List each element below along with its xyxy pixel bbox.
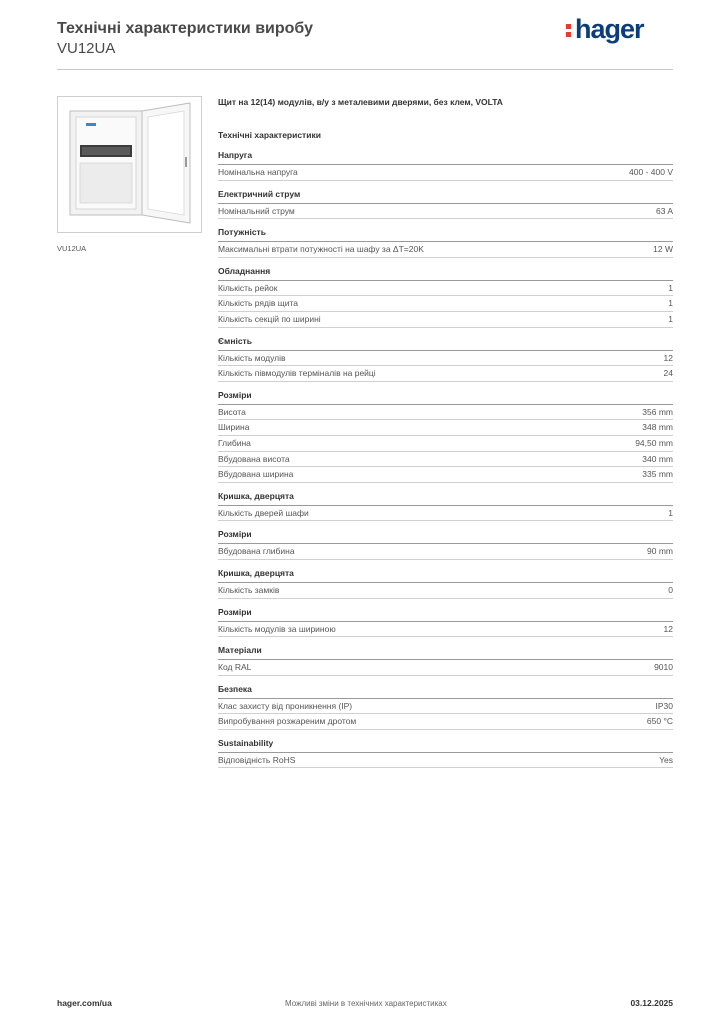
spec-row	[218, 405, 673, 421]
spec-value: 356 mm	[642, 406, 673, 417]
spec-value: 12	[663, 352, 673, 363]
header-divider	[57, 69, 673, 70]
spec-value: Yes	[659, 754, 673, 765]
spec-label: Випробування розжареним дротом	[218, 716, 357, 727]
spec-row	[218, 436, 673, 452]
spec-group	[218, 568, 673, 599]
logo-dots-icon	[566, 21, 572, 40]
hager-logo	[566, 14, 644, 45]
spec-value: 12 W	[653, 244, 673, 255]
spec-group	[218, 684, 673, 730]
spec-label: Кількість замків	[218, 584, 280, 595]
spec-group-title: Кришка, дверцята	[218, 568, 673, 583]
spec-group-title: Потужність	[218, 227, 673, 242]
spec-row	[218, 583, 673, 599]
spec-row	[218, 753, 673, 769]
spec-label: Номінальна напруга	[218, 167, 298, 177]
specs-section-title: Технічні характеристики	[218, 130, 321, 140]
distribution-board-illustration	[58, 97, 201, 232]
spec-row	[218, 467, 673, 483]
spec-value: 1	[668, 282, 673, 293]
spec-label: Кількість рядів щита	[218, 298, 298, 309]
spec-label: Ширина	[218, 422, 250, 433]
spec-value: 650 °C	[646, 716, 673, 727]
spec-group	[218, 390, 673, 483]
spec-group-title: Напруга	[218, 150, 673, 165]
spec-value: 12	[663, 623, 673, 634]
spec-row	[218, 544, 673, 560]
spec-label: Клас захисту від проникнення (IP)	[218, 700, 353, 711]
spec-value: 1	[668, 507, 673, 518]
logo-text: hager	[575, 14, 644, 44]
spec-label: Кількість півмодулів терміналів на рейці	[218, 368, 376, 379]
spec-group	[218, 607, 673, 638]
spec-group	[218, 491, 673, 522]
spec-group-title: Безпека	[218, 684, 673, 699]
spec-group-title: Розміри	[218, 529, 673, 544]
spec-value: 1	[668, 313, 673, 324]
spec-label: Кількість модулів	[218, 352, 286, 363]
spec-group-title: Sustainability	[218, 738, 673, 753]
spec-value: 335 mm	[642, 469, 673, 480]
page-title: Технічні характеристики виробу	[57, 20, 313, 37]
footer-date: 03.12.2025	[630, 998, 673, 1008]
spec-group	[218, 738, 673, 769]
spec-group	[218, 150, 673, 181]
spec-label: Глибина	[218, 437, 251, 448]
spec-group-title: Ємність	[218, 336, 673, 351]
spec-value: 9010	[654, 662, 673, 673]
spec-value: 340 mm	[642, 453, 673, 464]
spec-value: 90 mm	[647, 546, 673, 557]
spec-value: 63 A	[655, 205, 673, 216]
spec-label: Вбудована висота	[218, 453, 290, 464]
spec-row	[218, 622, 673, 638]
spec-value: 400 - 400 V	[629, 167, 673, 177]
spec-row	[218, 242, 673, 258]
spec-group-title: Розміри	[218, 607, 673, 622]
spec-group-title: Кришка, дверцята	[218, 491, 673, 506]
spec-label: Код RAL	[218, 662, 252, 673]
spec-group	[218, 189, 673, 220]
spec-row	[218, 281, 673, 297]
spec-row	[218, 660, 673, 676]
footer-notice: Можливі зміни в технічних характеристиках	[285, 999, 447, 1008]
spec-label: Кількість дверей шафи	[218, 507, 309, 518]
spec-label: Кількість секцій по ширині	[218, 313, 321, 324]
spec-label: Вбудована глибина	[218, 546, 295, 557]
spec-row	[218, 312, 673, 328]
spec-group-title: Розміри	[218, 390, 673, 405]
spec-value: 24	[663, 368, 673, 379]
footer-website[interactable]: hager.com/ua	[57, 998, 112, 1008]
spec-group-title: Матеріали	[218, 645, 673, 660]
product-code: VU12UA	[57, 40, 116, 57]
spec-row	[218, 296, 673, 312]
spec-row	[218, 366, 673, 382]
spec-value: 0	[668, 584, 673, 595]
spec-row	[218, 714, 673, 730]
spec-group-title: Обладнання	[218, 266, 673, 281]
spec-label: Кількість рейок	[218, 282, 278, 293]
spec-value: IP30	[655, 700, 673, 711]
spec-group	[218, 529, 673, 560]
spec-label: Висота	[218, 406, 246, 417]
image-caption: VU12UA	[57, 244, 87, 253]
spec-value: 348 mm	[642, 422, 673, 433]
specs-table	[218, 150, 673, 776]
spec-label: Відповідність RoHS	[218, 754, 296, 765]
spec-value: 94,50 mm	[635, 437, 673, 448]
spec-label: Номінальний струм	[218, 205, 295, 216]
spec-group-title: Електричний струм	[218, 189, 673, 204]
spec-row	[218, 351, 673, 367]
spec-label: Максимальні втрати потужності на шафу за ΔT=20K	[218, 244, 424, 255]
spec-group	[218, 266, 673, 328]
spec-group	[218, 336, 673, 382]
spec-row	[218, 452, 673, 468]
spec-row	[218, 204, 673, 220]
product-image	[57, 96, 202, 233]
spec-group	[218, 645, 673, 676]
spec-value: 1	[668, 298, 673, 309]
product-description: Щит на 12(14) модулів, в/у з металевими дверями, без клем, VOLTA	[218, 97, 503, 107]
spec-row	[218, 420, 673, 436]
spec-group	[218, 227, 673, 258]
spec-label: Кількість модулів за шириною	[218, 623, 336, 634]
spec-label: Вбудована ширина	[218, 469, 294, 480]
spec-row	[218, 506, 673, 522]
spec-row	[218, 699, 673, 715]
spec-row	[218, 165, 673, 181]
